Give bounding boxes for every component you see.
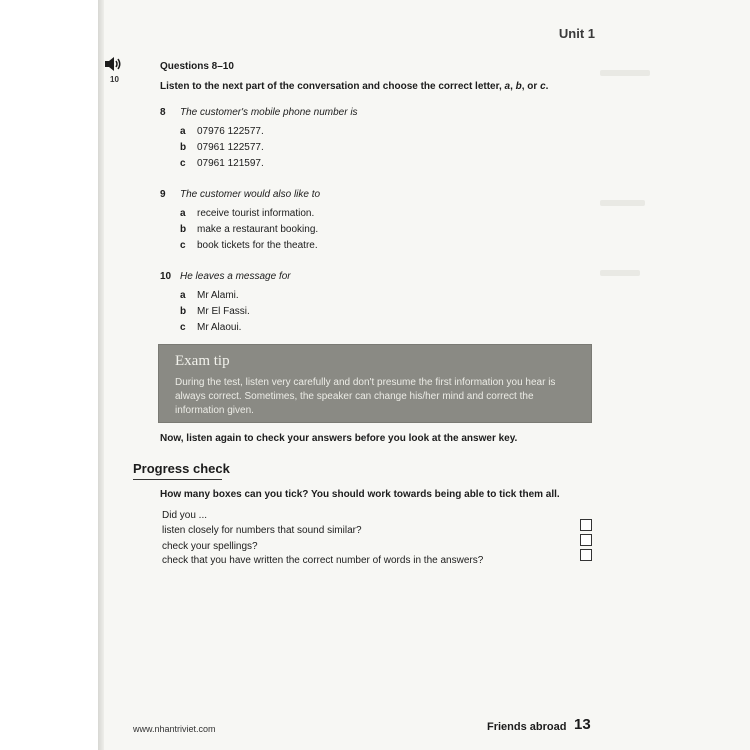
audio-track-number: 10 (110, 75, 119, 84)
option-letter: c (180, 240, 186, 251)
option-text: make a restaurant booking. (197, 224, 319, 235)
question-number: 8 (160, 107, 166, 118)
did-you-label: Did you ... (162, 510, 208, 521)
option-10b[interactable] (180, 306, 250, 317)
option-text: 07976 122577. (197, 126, 264, 137)
page-margin (0, 0, 100, 750)
option-letter: c (180, 158, 186, 169)
exam-tip-title: Exam tip (175, 353, 230, 369)
question-stem: The customer's mobile phone number is (180, 107, 358, 118)
option-8b[interactable] (180, 142, 264, 153)
unit-label: Unit 1 (558, 26, 595, 41)
option-8c[interactable] (180, 158, 264, 169)
option-8a[interactable] (180, 126, 264, 137)
option-10c[interactable] (180, 322, 241, 333)
bleed-through (600, 200, 645, 206)
questions-heading: Questions 8–10 (160, 61, 234, 72)
page-number: 13 (574, 716, 591, 733)
option-letter: a (180, 290, 186, 301)
checkbox-word-count[interactable] (580, 549, 592, 561)
option-text: 07961 122577. (197, 142, 264, 153)
website-url[interactable]: www.nhantriviet.com (133, 724, 216, 734)
checklist-item: check your spellings? (162, 541, 258, 552)
progress-check-title: Progress check (133, 461, 230, 476)
option-text: 07961 121597. (197, 158, 264, 169)
speaker-icon[interactable] (104, 56, 122, 72)
option-10a[interactable] (180, 290, 239, 301)
question-number: 10 (160, 271, 172, 282)
option-letter: b (180, 306, 187, 317)
option-letter: b (180, 224, 187, 235)
option-letter: a (180, 126, 186, 137)
option-text: book tickets for the theatre. (197, 240, 318, 251)
option-text: Mr Alami. (197, 290, 239, 301)
progress-check-subtitle: How many boxes can you tick? You should work towards being able to tick them all. (160, 489, 560, 500)
question-stem: He leaves a message for (180, 271, 291, 282)
footer-section-title: Friends abroad (487, 721, 567, 733)
option-9b[interactable] (180, 224, 318, 235)
bleed-through (600, 270, 640, 276)
checkbox-spellings[interactable] (580, 534, 592, 546)
listen-again-note: Now, listen again to check your answers before you look at the answer key. (160, 433, 518, 444)
exam-tip-body: During the test, listen very carefully and don't presume the first information you hear is always correct. Sometimes, the speaker can change his/her mind and correct the information given. (175, 377, 556, 416)
exam-tip-box (158, 344, 592, 423)
question-8 (160, 107, 358, 118)
question-number: 9 (160, 189, 166, 200)
book-spine (98, 0, 104, 750)
option-text: Mr Alaoui. (197, 322, 242, 333)
checklist-item: listen closely for numbers that sound similar? (162, 525, 362, 536)
questions-instruction: Listen to the next part of the conversation and choose the correct letter, a, b, or c. (160, 81, 549, 92)
option-letter: c (180, 322, 186, 333)
question-stem: The customer would also like to (180, 189, 321, 200)
question-10 (160, 271, 291, 282)
bleed-through (600, 70, 650, 76)
option-letter: b (180, 142, 187, 153)
title-underline (133, 479, 222, 480)
checkbox-numbers[interactable] (580, 519, 592, 531)
option-9c[interactable] (180, 240, 318, 251)
checklist-item: check that you have written the correct number of words in the answers? (162, 555, 484, 566)
option-letter: a (180, 208, 186, 219)
option-text: receive tourist information. (197, 208, 315, 219)
question-9 (160, 189, 320, 200)
option-9a[interactable] (180, 208, 314, 219)
option-text: Mr El Fassi. (197, 306, 250, 317)
